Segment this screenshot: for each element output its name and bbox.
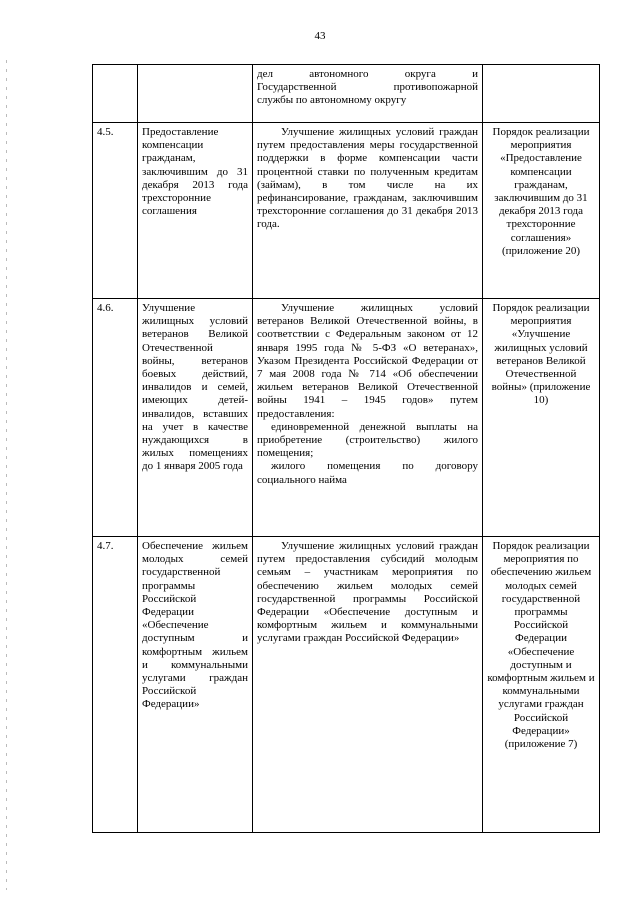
table-row bbox=[93, 537, 600, 833]
page-number: 43 bbox=[314, 30, 326, 42]
cell-number bbox=[93, 65, 138, 123]
row-description bbox=[253, 299, 483, 537]
cell-description bbox=[253, 65, 483, 123]
scan-edge-mark bbox=[6, 60, 7, 890]
row-name: Предоставление компенсации гражданам, заключившим до 31 декабря 2013 года трехсторонние соглашения bbox=[138, 123, 253, 299]
cell-name bbox=[138, 65, 253, 123]
description-paragraph: Улучшение жилищных условий ветеранов Великой Отечественной войны, в соответствии с Федеральным законом от 12 января 1995 года № 5-ФЗ «О ветеранах», Указом Президента Российской Федерации от 7 мая 2008 года № 714 «Об обеспечении жильем ветеранов Великой Отечественной войны 1941 – 1945 годов» путем предоставления: bbox=[257, 302, 478, 420]
row-document: Порядок реализации мероприятия «Предоставление компенсации гражданам, заключившим до 31 декабря 2013 года трехсторонние соглашения» (приложение 20) bbox=[483, 123, 600, 299]
row-name: Улучшение жилищных условий ветеранов Великой Отечественной войны, ветеранов боевых действий, инвалидов и семей, имеющих детей-инвалидов, вставших на учет в качестве нуждающихся в жилых помещениях до 1 января 2005 года bbox=[138, 299, 253, 537]
table-row bbox=[93, 123, 600, 299]
row-document: Порядок реализации мероприятия «Улучшение жилищных условий ветеранов Великой Отечественной войны» (приложение 10) bbox=[483, 299, 600, 537]
cell-document bbox=[483, 65, 600, 123]
continuation-line: службы по автономному округу bbox=[257, 94, 407, 107]
row-name: Обеспечение жильем молодых семей государственной программы Российской Федерации «Обеспечение доступным и комфортным жильем и коммунальными услугами граждан Российской Федерации» bbox=[138, 537, 253, 833]
continuation-line: Государственной противопожарной bbox=[257, 81, 478, 94]
description-paragraph: Улучшение жилищных условий граждан путем предоставления меры государственной поддержки в форме компенсации части процентной ставки по полученным кредитам (займам), в том числе на их рефинансирование, гражданам, заключившим трехсторонние соглашения до 31 декабря 2013 года. bbox=[257, 126, 478, 231]
description-paragraph: Улучшение жилищных условий граждан путем предоставления субсидий молодым семьям – участникам мероприятия по обеспечению жильем молодых семей государственной программы Российской Федерации «Обеспечение доступным и комфортным жильем и коммунальными услугами граждан Российской Федерации» bbox=[257, 540, 478, 645]
row-description bbox=[253, 123, 483, 299]
description-paragraph: единовременной денежной выплаты на приобретение (строительство) жилого помещения; bbox=[257, 420, 478, 460]
row-number: 4.7. bbox=[93, 537, 138, 833]
continuation-line: дел автономного округа и bbox=[257, 68, 478, 80]
description-paragraph: жилого помещения по договору социального найма bbox=[257, 460, 478, 486]
table-row-continuation bbox=[93, 65, 600, 123]
table-row bbox=[93, 299, 600, 537]
row-document: Порядок реализации мероприятия по обеспечению жильем молодых семей государственной программы Российской Федерации «Обеспечение доступным и комфортным жильем и коммунальными услугами граждан Российской Федерации» (приложение 7) bbox=[483, 537, 600, 833]
row-number: 4.6. bbox=[93, 299, 138, 537]
row-description bbox=[253, 537, 483, 833]
measures-table bbox=[92, 64, 600, 833]
row-number: 4.5. bbox=[93, 123, 138, 299]
